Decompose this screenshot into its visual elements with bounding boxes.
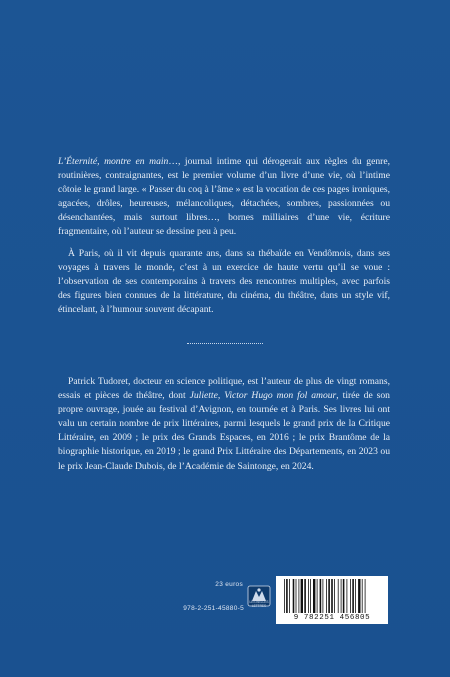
play-title-italic: Juliette, Victor Hugo mon fol amour <box>189 390 337 402</box>
barcode <box>276 576 388 624</box>
book-title-italic: L’Éternité, montre en main <box>58 156 169 167</box>
bio-text-before: Patrick Tudoret, docteur en science politique, est l’auteur de plus de vingt romans, essais et pièces de théâtre, dont <box>58 376 390 402</box>
barcode-number: 9 782251 456805 <box>293 614 371 622</box>
synopsis-paragraph-1 <box>58 155 390 240</box>
author-bio-paragraph <box>58 375 390 474</box>
synopsis-block <box>58 155 390 324</box>
publisher-name-small: LES BELLES LETTRES <box>249 600 269 608</box>
synopsis-paragraph-2: À Paris, où il vit depuis quarante ans, dans sa thébaïde en Vendômois, dans ses voyages à travers le monde, c’est à un exercice de haute vertu qu’il se voue : l’observation de ses contemporains à travers des rencontres multiples, avec parfois des figures bien connues de la littérature, du cinéma, du théâtre, dans un style vif, étincelant, à l’humour souvent décapant. <box>58 247 390 315</box>
dotted-separator <box>187 343 263 344</box>
bio-text-after: , tirée de son propre ouvrage, jouée au festival d’Avignon, en tournée et à Paris. Ses livres lui ont valu un certain nombre de prix littéraires, parmi lesquels le grand prix de la Critique Littéraire, en 2009 ; le prix des Grands Espaces, en 2016 ; le prix Brantôme de la biographie historique, en 2019 ; le grand Prix Littéraire des Départements, en 2023 ou le prix Jean-Claude Dubois, de l’Académie de Saintonge, en 2024. <box>58 390 390 472</box>
publisher-logo-icon <box>247 578 271 614</box>
price-label: 23 euros <box>215 581 243 588</box>
isbn-label: 978-2-251-45880-5 <box>183 605 244 612</box>
synopsis-text-1: …, journal intime qui dérogerait aux règles du genre, routinières, contraignantes, est le premier volume d’un livre d’une vie, où l’intime côtoie le grand large. « Passer du coq à l’âme » est la vocation de ces pages ironiques, agacées, drôles, heureuses, mélancoliques, détachées, sombres, passionnées ou désenchantées, mais surtout libres…, bornes milliaires d’une vie, écriture fragmentaire, où l’auteur se dessine peu à peu. <box>58 156 390 238</box>
barcode-bars-icon <box>282 579 382 613</box>
author-bio-block <box>58 375 390 481</box>
